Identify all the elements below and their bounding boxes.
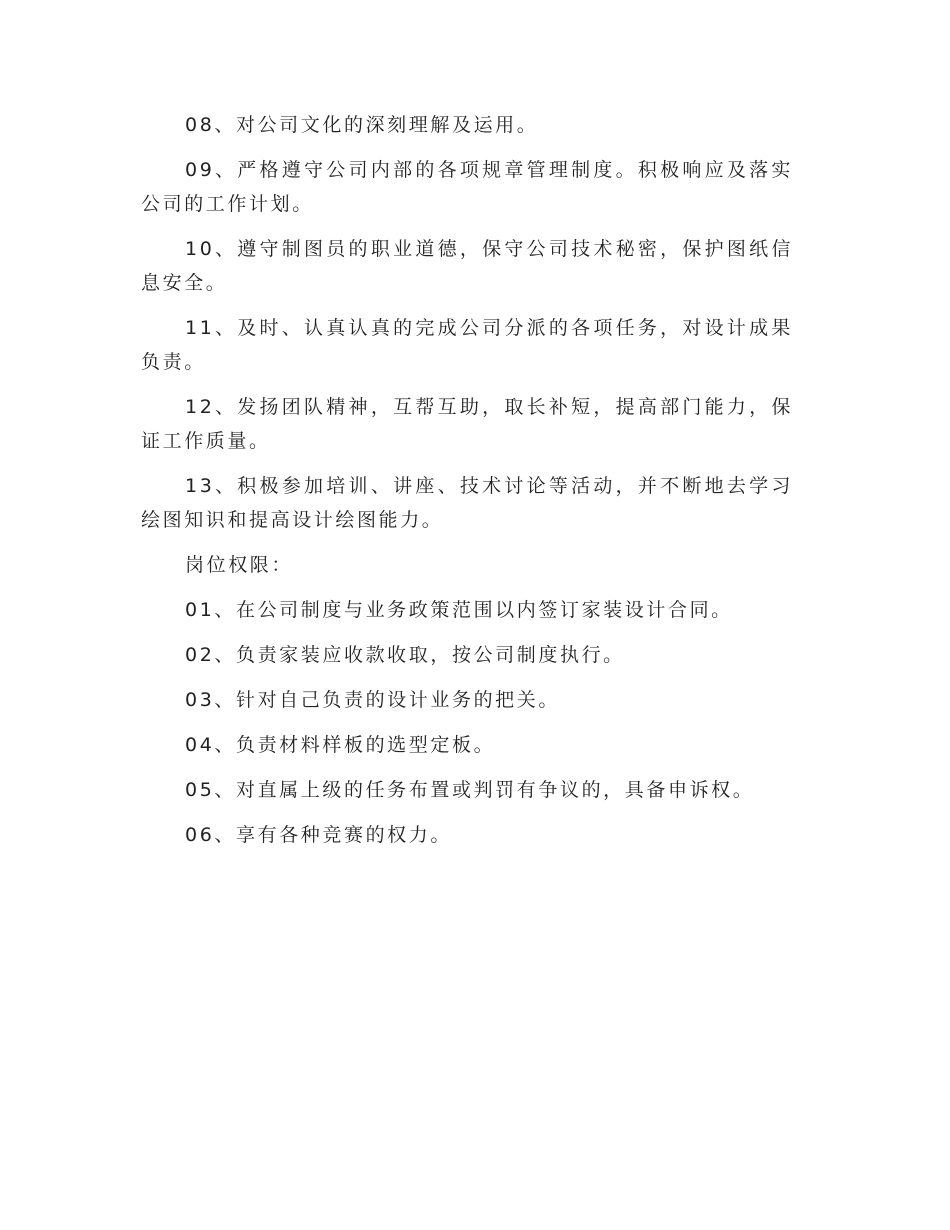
paragraph-authority-04: 04、负责材料样板的选型定板。 <box>185 734 496 756</box>
paragraph-duty-10: 10、遵守制图员的职业道德，保守公司技术秘密，保护图纸信息安全。 <box>141 238 793 294</box>
paragraph-authority-01: 01、在公司制度与业务政策范围以内签订家装设计合同。 <box>185 599 733 621</box>
paragraph-duty-09: 09、严格遵守公司内部的各项规章管理制度。积极响应及落实公司的工作计划。 <box>141 159 793 215</box>
paragraph-authority-05: 05、对直属上级的任务布置或判罚有争议的，具备申诉权。 <box>185 779 755 801</box>
paragraph-authority-03: 03、针对自己负责的设计业务的把关。 <box>185 689 560 711</box>
paragraph-authority-02: 02、负责家装应收款收取，按公司制度执行。 <box>185 644 625 666</box>
paragraph-duty-08: 08、对公司文化的深刻理解及运用。 <box>185 114 539 136</box>
paragraph-duty-11: 11、及时、认真认真的完成公司分派的各项任务，对设计成果负责。 <box>141 317 793 373</box>
paragraph-duty-13: 13、积极参加培训、讲座、技术讨论等活动，并不断地去学习绘图知识和提高设计绘图能力。 <box>141 475 793 531</box>
document-page <box>141 108 793 863</box>
paragraph-authority-06: 06、享有各种竞赛的权力。 <box>185 824 452 846</box>
paragraph-duty-12: 12、发扬团队精神，互帮互助，取长补短，提高部门能力，保证工作质量。 <box>141 396 793 452</box>
section-heading-authority: 岗位权限： <box>185 554 294 576</box>
